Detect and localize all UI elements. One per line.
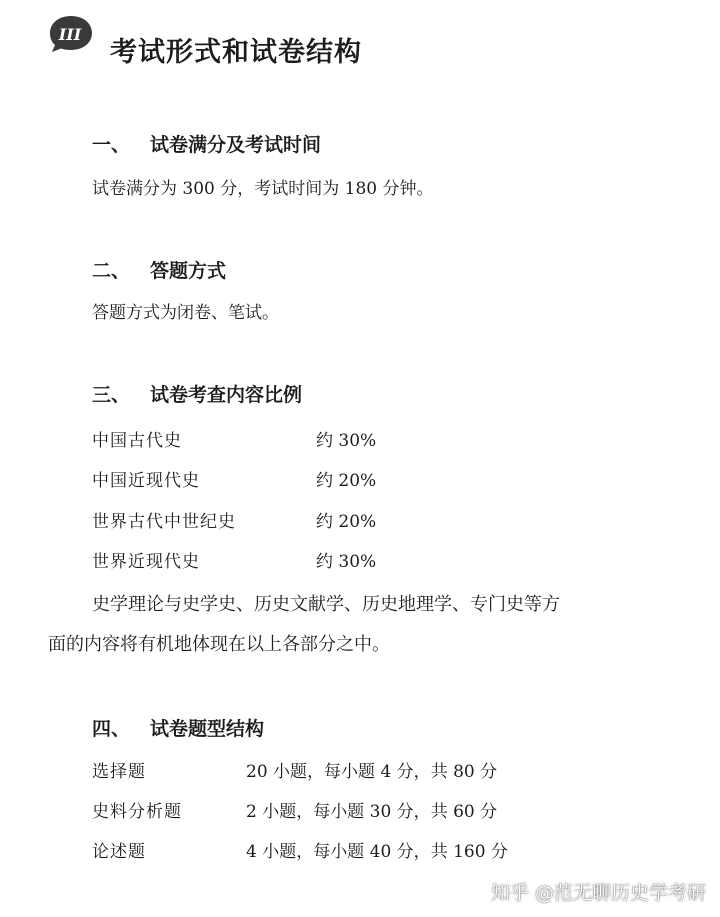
content-area-name: 中国古代史 <box>92 431 182 451</box>
section-title: 试卷满分及考试时间 <box>150 134 322 156</box>
section-note-line-2: 面的内容将有机地体现在以上各部分之中。 <box>48 634 390 655</box>
question-type-detail: 20 小题，每小题 4 分，共 80 分 <box>246 762 498 782</box>
badge-numeral: III <box>58 25 82 44</box>
question-type-detail: 2 小题，每小题 30 分，共 60 分 <box>246 802 498 822</box>
question-type-detail: 4 小题，每小题 40 分，共 160 分 <box>246 842 508 862</box>
section-heading-1 <box>92 130 321 157</box>
content-ratio-row <box>92 507 377 532</box>
question-type-row <box>92 757 498 782</box>
section-number: 四、 <box>92 718 131 740</box>
page-title: 考试形式和试卷结构 <box>110 37 362 68</box>
section-title: 试卷题型结构 <box>150 718 265 740</box>
section-heading-2 <box>92 256 226 283</box>
question-type-row <box>92 797 498 822</box>
content-area-ratio: 约 20% <box>316 471 377 491</box>
content-area-ratio: 约 20% <box>316 512 377 532</box>
content-ratio-row <box>92 547 377 572</box>
content-ratio-row <box>92 426 377 451</box>
content-area-name: 世界古代中世纪史 <box>92 512 236 532</box>
section-body-1: 试卷满分为 300 分，考试时间为 180 分钟。 <box>92 179 434 199</box>
content-area-name: 世界近现代史 <box>92 552 200 572</box>
section-body-2: 答题方式为闭卷、笔试。 <box>92 303 279 323</box>
section-heading-4 <box>92 714 264 741</box>
question-type-name: 选择题 <box>92 762 146 782</box>
content-area-name: 中国近现代史 <box>92 471 200 491</box>
content-area-ratio: 约 30% <box>316 431 377 451</box>
question-type-row <box>92 837 508 862</box>
question-type-name: 史料分析题 <box>92 802 182 822</box>
section-number: 三、 <box>92 384 131 406</box>
content-ratio-row <box>92 466 377 491</box>
zhihu-watermark: 知乎 @范无聊历史学考研 <box>490 882 706 904</box>
content-area-ratio: 约 30% <box>316 552 377 572</box>
section-number: 一、 <box>92 134 131 156</box>
section-number: 二、 <box>92 260 131 282</box>
section-title: 试卷考查内容比例 <box>150 384 303 406</box>
section-note-line-1: 史学理论与史学史、历史文献学、历史地理学、专门史等方 <box>92 594 560 615</box>
section-title: 答题方式 <box>150 260 227 282</box>
question-type-name: 论述题 <box>92 842 146 862</box>
section-heading-3 <box>92 380 302 407</box>
chapter-badge-icon <box>48 14 94 54</box>
